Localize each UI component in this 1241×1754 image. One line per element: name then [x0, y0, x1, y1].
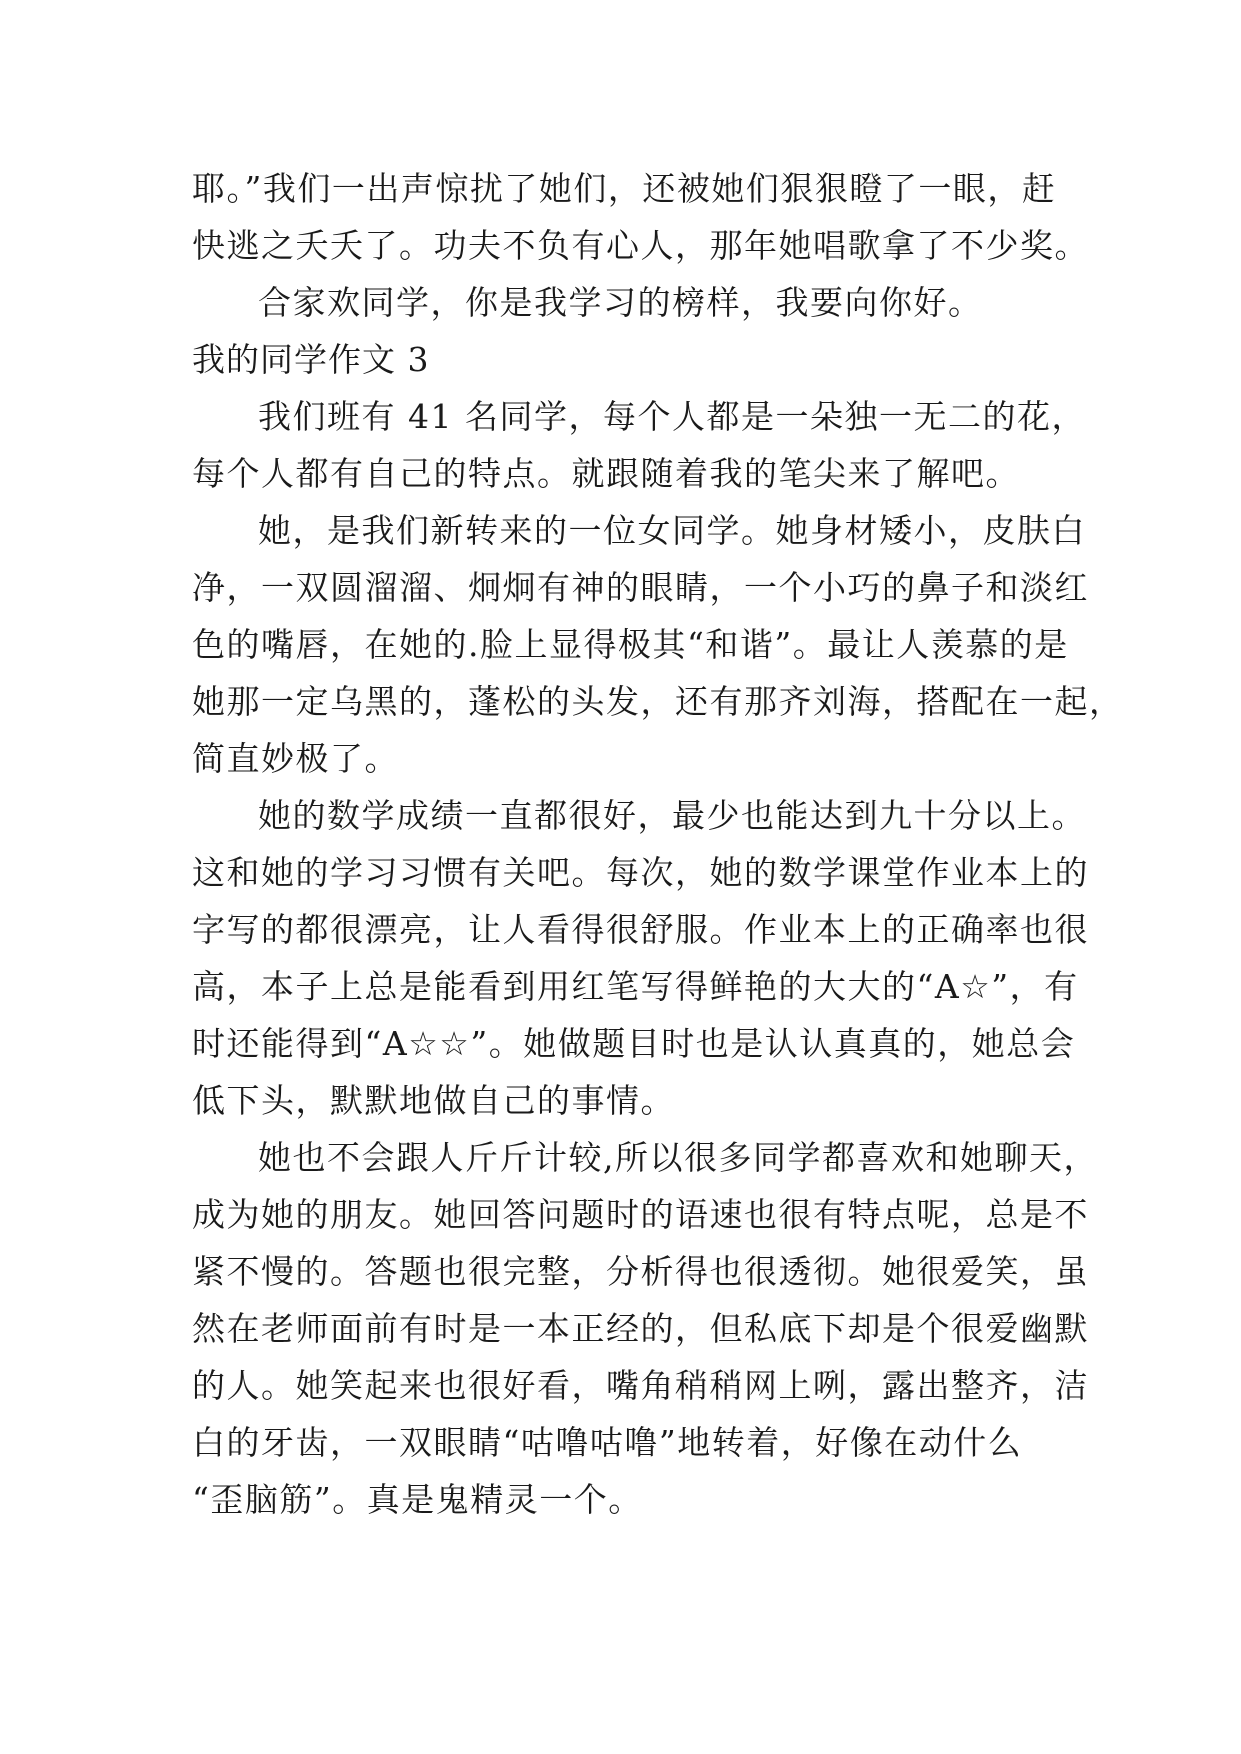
text-line: 简直妙极了。 — [192, 739, 399, 778]
text-line: 字写的都很漂亮，让人看得很舒服。作业本上的正确率也很 — [192, 910, 1089, 949]
text-line: 色的嘴唇，在她的.脸上显得极其“和谐”。最让人羡慕的是 — [192, 625, 1069, 664]
text-line: 她，是我们新转来的一位女同学。她身材矮小，皮肤白 — [258, 511, 1086, 550]
document-body — [192, 160, 1124, 1528]
text-line: 净，一双圆溜溜、炯炯有神的眼睛，一个小巧的鼻子和淡红 — [192, 568, 1089, 607]
text-line: 白的牙齿，一双眼睛“咕噜咕噜”地转着，好像在动什么 — [192, 1423, 1023, 1462]
text-line: 合家欢同学，你是我学习的榜样，我要向你好。 — [258, 283, 983, 322]
text-line: 然在老师面前有时是一本正经的，但私底下却是个很爱幽默 — [192, 1309, 1089, 1348]
text-line: 时还能得到“A☆☆”。她做题目时也是认认真真的，她总会 — [192, 1024, 1076, 1063]
text-line: 她也不会跟人斤斤计较,所以很多同学都喜欢和她聊天， — [258, 1138, 1098, 1177]
text-line: 成为她的朋友。她回答问题时的语速也很有特点呢，总是不 — [192, 1195, 1089, 1234]
text-line: 快逃之夭夭了。功夫不负有心人，那年她唱歌拿了不少奖。 — [192, 226, 1089, 265]
text-line: 高，本子上总是能看到用红笔写得鲜艳的大大的“A☆”，有 — [192, 967, 1079, 1006]
text-line: 她那一定乌黑的，蓬松的头发，还有那齐刘海，搭配在一起， — [192, 682, 1124, 721]
text-line: 低下头，默默地做自己的事情。 — [192, 1081, 675, 1120]
text-line: 她的数学成绩一直都很好，最少也能达到九十分以上。 — [258, 796, 1086, 835]
text-line: 耶。”我们一出声惊扰了她们，还被她们狠狠瞪了一眼，赶 — [192, 169, 1057, 208]
text-line: 的人。她笑起来也很好看，嘴角稍稍网上咧，露出整齐，洁 — [192, 1366, 1089, 1405]
text-line: 这和她的学习习惯有关吧。每次，她的数学课堂作业本上的 — [192, 853, 1089, 892]
text-line: 每个人都有自己的特点。就跟随着我的笔尖来了解吧。 — [192, 454, 1020, 493]
text-line: 我们班有 41 名同学，每个人都是一朵独一无二的花， — [258, 397, 1086, 436]
text-line: 紧不慢的。答题也很完整，分析得也很透彻。她很爱笑，虽 — [192, 1252, 1089, 1291]
text-line: “歪脑筋”。真是鬼精灵一个。 — [192, 1480, 643, 1519]
section-heading: 我的同学作文 3 — [192, 340, 430, 379]
